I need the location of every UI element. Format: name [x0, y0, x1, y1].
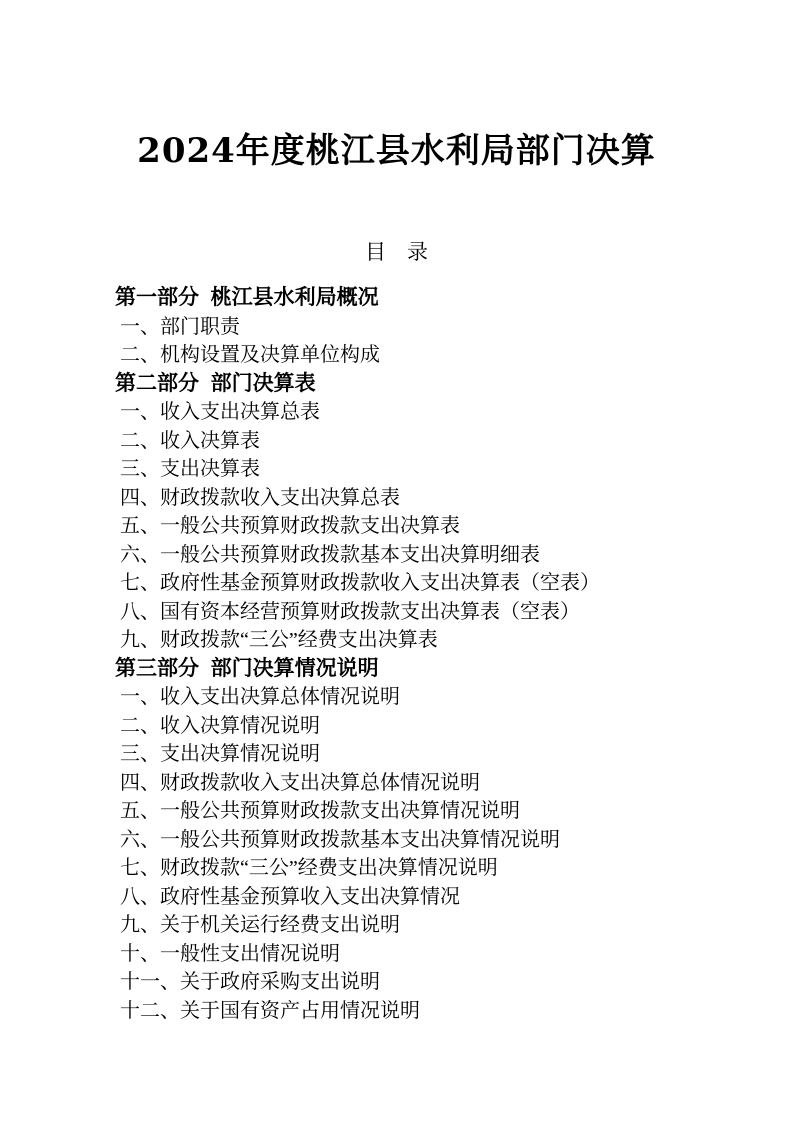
toc-item: 十二、关于国有资产占用情况说明 — [120, 999, 420, 1022]
toc-section-header: 第三部分 部门决算情况说明 — [115, 656, 379, 680]
toc-item: 八、国有资本经营预算财政拨款支出决算表（空表） — [120, 600, 580, 623]
toc-item: 九、关于机关运行经费支出说明 — [120, 914, 400, 936]
toc-item: 一、收入支出决算总体情况说明 — [120, 686, 400, 708]
toc-item: 三、支出决算情况说明 — [120, 743, 320, 765]
toc-item: 三、支出决算表 — [120, 458, 260, 480]
toc-heading: 目 录 — [365, 240, 428, 264]
toc-list — [0, 284, 793, 1025]
toc-item: 二、收入决算情况说明 — [120, 714, 320, 737]
document-title: 2024年度桃江县水利局部门决算 — [137, 131, 656, 171]
toc-item: 四、财政拨款收入支出决算总表 — [120, 486, 400, 509]
toc-item: 七、政府性基金预算财政拨款收入支出决算表（空表） — [120, 572, 600, 594]
toc-item: 八、政府性基金预算收入支出决算情况 — [120, 885, 460, 908]
toc-item: 九、财政拨款“三公”经费支出决算表 — [120, 629, 438, 651]
toc-item: 十一、关于政府采购支出说明 — [120, 971, 380, 993]
toc-item: 十、一般性支出情况说明 — [120, 942, 340, 965]
toc-item: 二、收入决算表 — [120, 429, 260, 452]
toc-section-header: 第一部分 桃江县水利局概况 — [115, 286, 379, 309]
toc-section-header: 第二部分 部门决算表 — [115, 371, 316, 395]
toc-item: 一、部门职责 — [120, 315, 240, 338]
toc-item: 六、一般公共预算财政拨款基本支出决算明细表 — [120, 543, 540, 566]
toc-item: 五、一般公共预算财政拨款支出决算表 — [120, 515, 460, 537]
toc-item: 七、财政拨款“三公”经费支出决算情况说明 — [120, 857, 498, 879]
toc-item: 二、机构设置及决算单位构成 — [120, 344, 380, 366]
toc-item: 四、财政拨款收入支出决算总体情况说明 — [120, 771, 480, 794]
toc-item: 一、收入支出决算总表 — [120, 401, 320, 423]
toc-item: 五、一般公共预算财政拨款支出决算情况说明 — [120, 800, 520, 822]
toc-item: 六、一般公共预算财政拨款基本支出决算情况说明 — [120, 828, 560, 851]
